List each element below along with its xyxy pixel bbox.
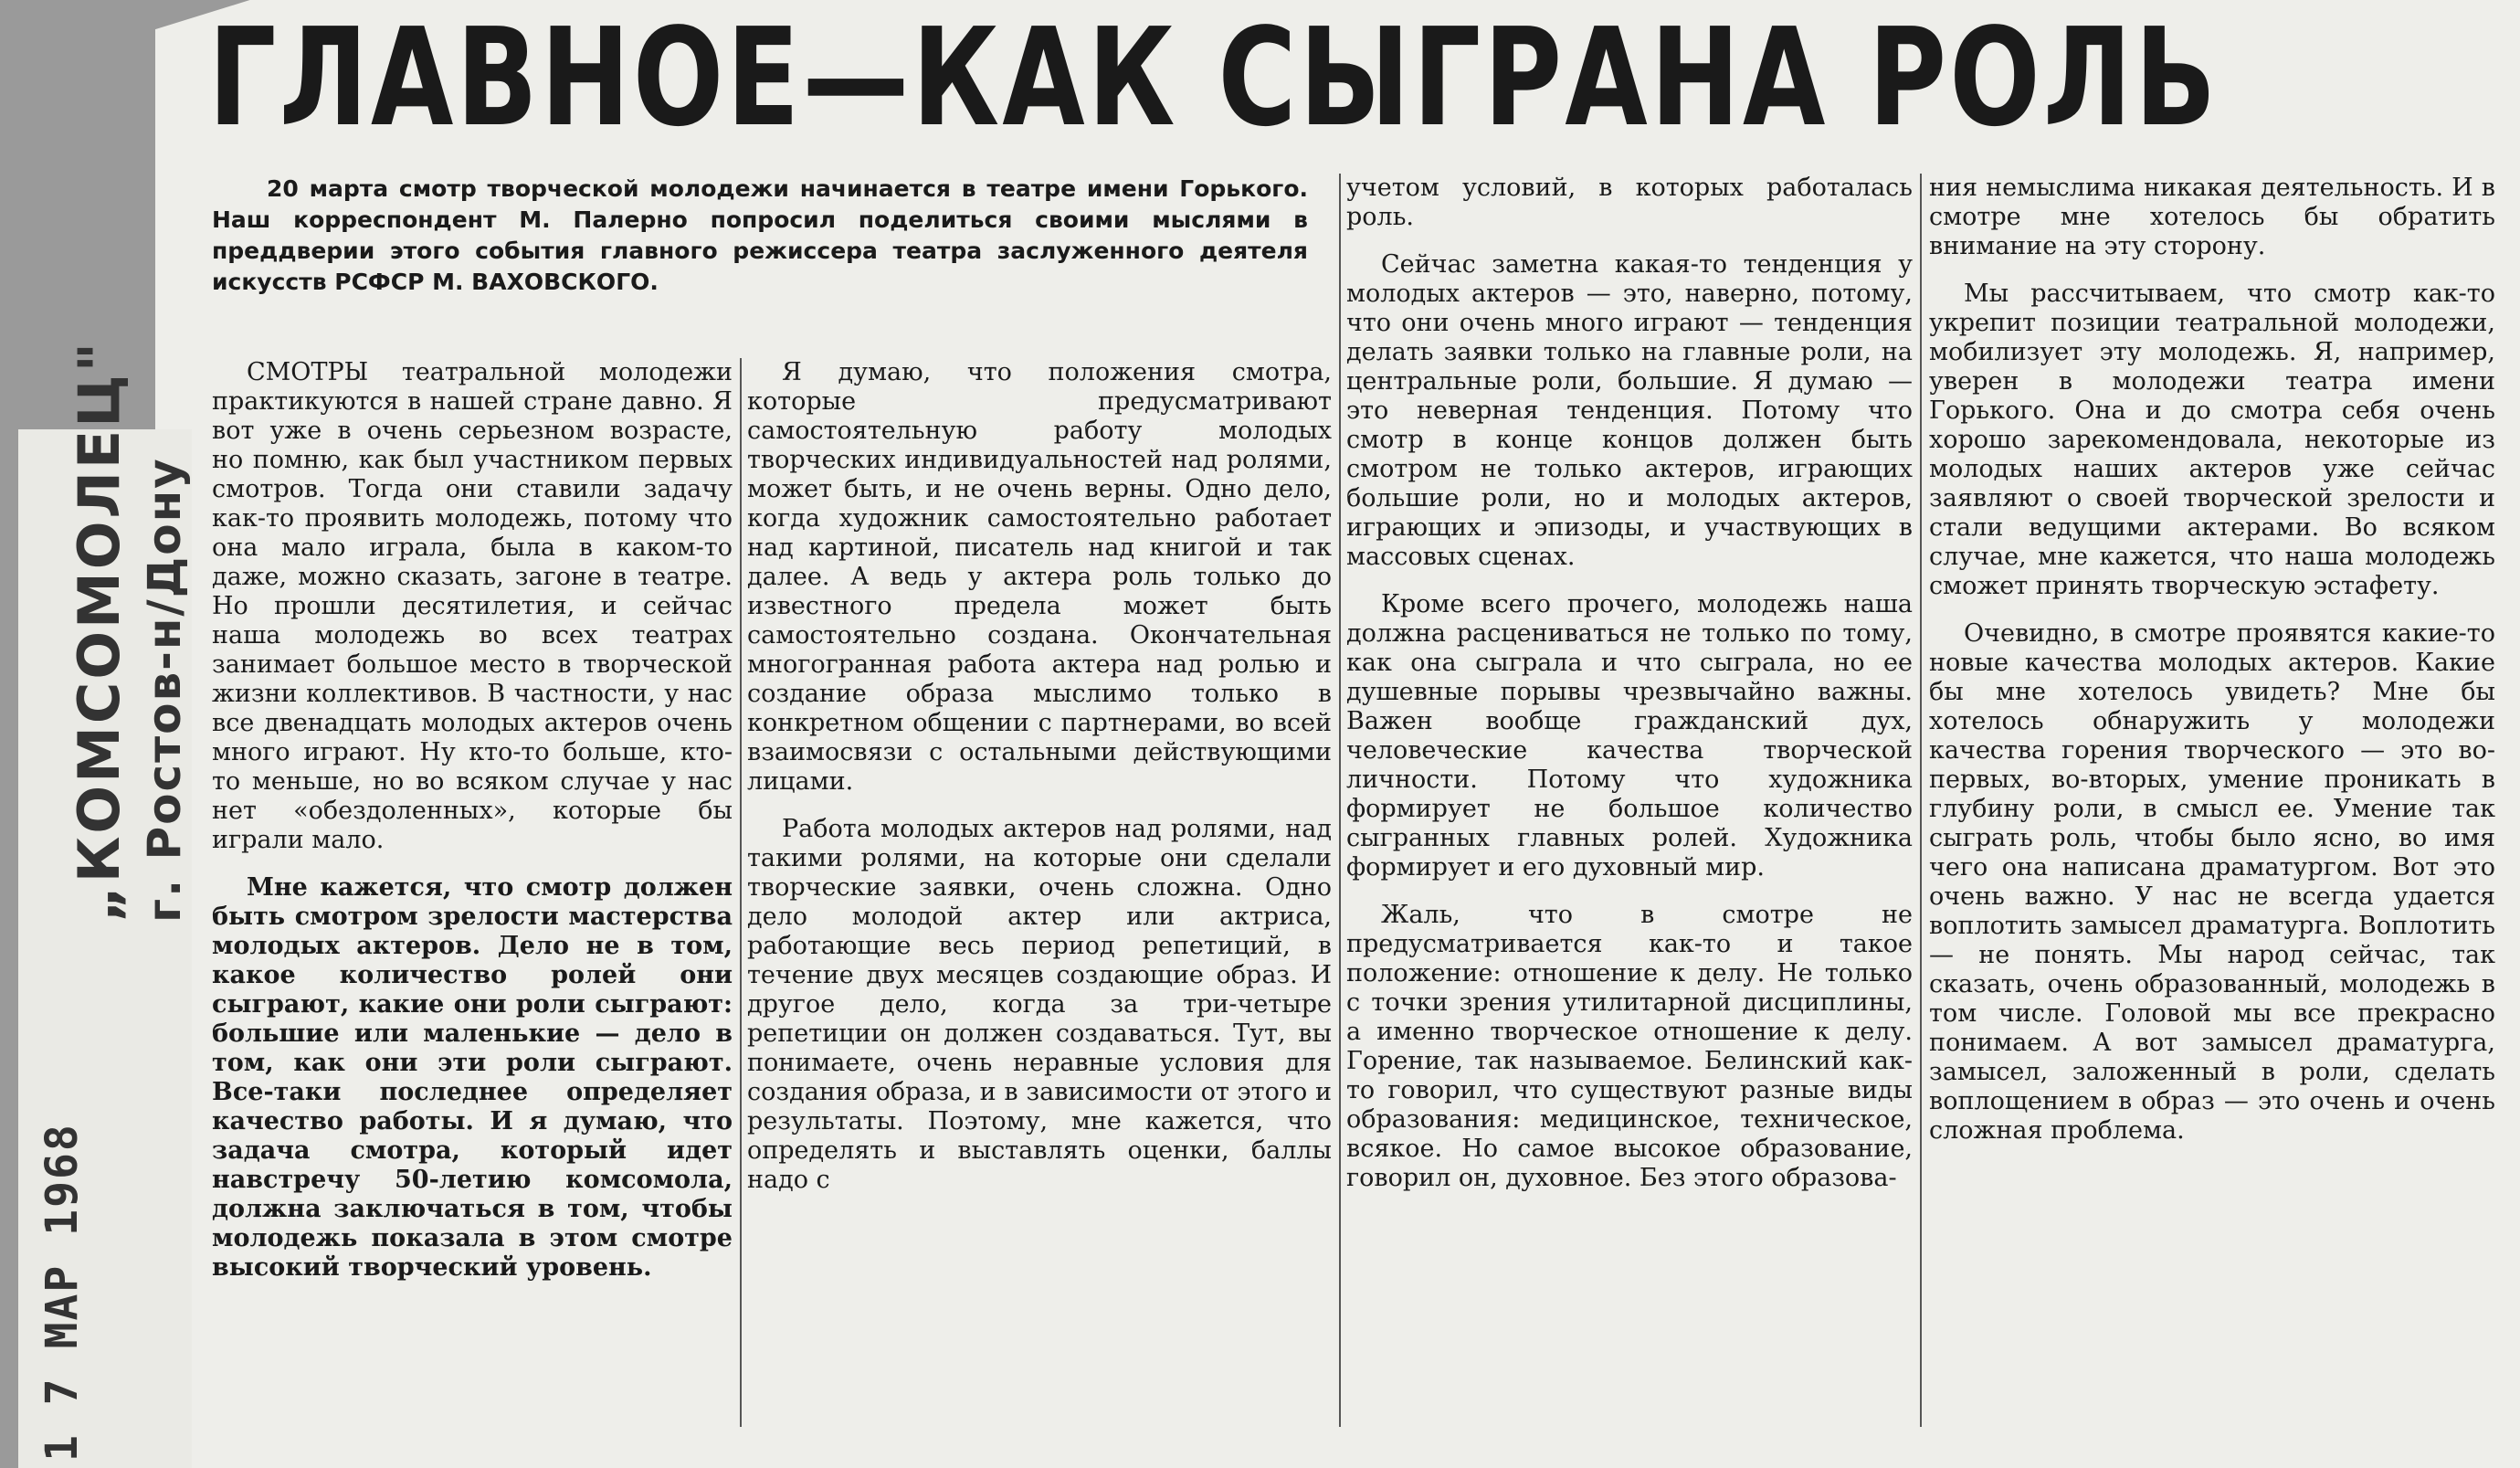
- column-3: [1346, 174, 1913, 1211]
- article-headline: ГЛАВНОЕ—КАК СЫГРАНА РОЛЬ: [208, 0, 2219, 156]
- stamp-newspaper-name: „КОМСОМОЛЕЦ": [66, 339, 132, 923]
- stamp-city: г. Ростов-н/Дону: [138, 457, 191, 923]
- column-2: [747, 358, 1332, 1213]
- paragraph: учетом условий, в которых работалась роль.: [1346, 174, 1913, 231]
- column-1: [212, 358, 733, 1301]
- column-divider: [740, 358, 742, 1427]
- paragraph: Сейчас заметна какая-то тенденция у молодых актеров — это, наверно, потому, что они очень много играют — тенденция делать заявки только на главные роли, на центральные роли, большие. Я думаю — это неверная тенденция. Потому что смотр в конце концов должен быть смотром не только актеров, играющих большие роли, но и молодых актеров, играющих и эпизоды, и участвующих в массовых сценах.: [1346, 250, 1913, 571]
- column-divider: [1339, 174, 1341, 1427]
- paragraph: ния немыслима никакая деятельность. И в смотре мне хотелось бы обратить внимание на эту сторону.: [1929, 174, 2495, 260]
- paragraph: СМОТРЫ театральной молодежи практикуются в нашей стране давно. Я вот уже в очень серьезном возрасте, но помню, как был участником первых смотров. Тогда они ставили задачу как-то проявить молодежь, потому что она мало играла, была в каком-то даже, можно сказать, загоне в театре. Но прошли десятилетия, и сейчас наша молодежь во всех театрах занимает большое место в творческой жизни коллективов. В частности, у нас все двенадцать молодых актеров очень много играют. Ну кто-то больше, кто-то меньше, но во всяком случае у нас нет «обездоленных», которые бы играли мало.: [212, 358, 733, 854]
- paragraph: Жаль, что в смотре не предусматривается как-то и такое положение: отношение к делу. Не только с точки зрения утилитарной дисциплины, а именно творческое отношение к делу. Горение, так называемое. Белинский как-то говорил, что существуют разные виды образования: медицинское, техническое, всякое. Но самое высокое образование, говорил он, духовное. Без этого образова-: [1346, 901, 1913, 1192]
- paragraph: Мы рассчитываем, что смотр как-то укрепит позиции театральной молодежи, мобилизует эту молодежь. Я, например, уверен в молодежи театра имени Горького. Она и до смотра себя очень хорошо зарекомендовала, некоторые из молодых наших актеров уже сейчас заявляют о своей творческой зрелости и стали ведущими актерами. Во всяком случае, мне кажется, что наша молодежь сможет принять творческую эстафету.: [1929, 280, 2495, 600]
- column-divider: [1920, 174, 1922, 1427]
- paragraph: Мне кажется, что смотр должен быть смотром зрелости мастерства молодых актеров. Дело не в том, какое количество ролей они сыграют, какие они роли сыграют: большие или маленькие — дело в том, как они эти роли сыграют. Все-таки последнее определяет качество работы. И я думаю, что задача смотра, который идет навстречу 50-летию комсомола, должна заключаться в том, чтобы молодежь показала в этом смотре высокий творческий уровень.: [212, 873, 733, 1282]
- column-4: [1929, 174, 2495, 1164]
- article-lead: 20 марта смотр творческой молодежи начинается в театре имени Горького. Наш корреспондент М. Палерно попросил поделиться своими мыслями в преддверии этого события главного режиссера театра заслуженного деятеля искусств РСФСР М. ВАХОВСКОГО.: [212, 175, 1308, 295]
- publication-stamp: [66, 340, 191, 923]
- paragraph: Работа молодых актеров над ролями, над такими ролями, на которые они сделали творческие заявки, очень сложна. Одно дело молодой актер или актриса, работающие весь период репетиций, в течение двух месяцев создающие образ. И другое дело, когда за три-четыре репетиции он должен создаваться. Тут, вы понимаете, очень неравные условия для создания образа, и в зависимости от этого и результаты. Поэтому, мне кажется, что определять и выставлять оценки, баллы надо с: [747, 815, 1332, 1194]
- date-stamp: 1 7 МАР 1968: [37, 1123, 88, 1462]
- paragraph: Кроме всего прочего, молодежь наша должна расцениваться не только по тому, как она сыграла и что сыграла, но ее душевные порывы чрезвычайно важны. Важен вообще гражданский дух, человеческие качества творческой личности. Потому что художника формирует не большое количество сыгранных главных ролей. Художника формирует и его духовный мир.: [1346, 590, 1913, 882]
- paragraph: Я думаю, что положения смотра, которые предусматривают самостоятельную работу молодых творческих индивидуальностей над ролями, может быть, и не очень верны. Одно дело, когда художник самостоятельно работает над картиной, писатель над книгой и так далее. А ведь у актера роль только до известного предела может быть самостоятельно создана. Окончательная многогранная работа актера над ролью и создание образа мыслимо только в конкретном общении с партнерами, во всей взаимосвязи с остальными действующими лицами.: [747, 358, 1332, 796]
- paragraph: Очевидно, в смотре проявятся какие-то новые качества молодых актеров. Какие бы мне хотелось увидеть? Мне бы хотелось обнаружить у молодежи качества горения творческого — это во-первых, во-вторых, умение проникать в глубину роли, в смысл ее. Умение так сыграть роль, чтобы было ясно, во имя чего она написана драматургом. Вот это очень важно. У нас не всегда удается воплотить замысел драматурга. Воплотить — не понять. Мы народ сейчас, так сказать, очень образованный, молодежь в том числе. Головой мы все прекрасно понимаем. А вот замысел драматурга, замысел, заложенный в роли, сделать воплощением в образ — это очень и очень сложная проблема.: [1929, 619, 2495, 1145]
